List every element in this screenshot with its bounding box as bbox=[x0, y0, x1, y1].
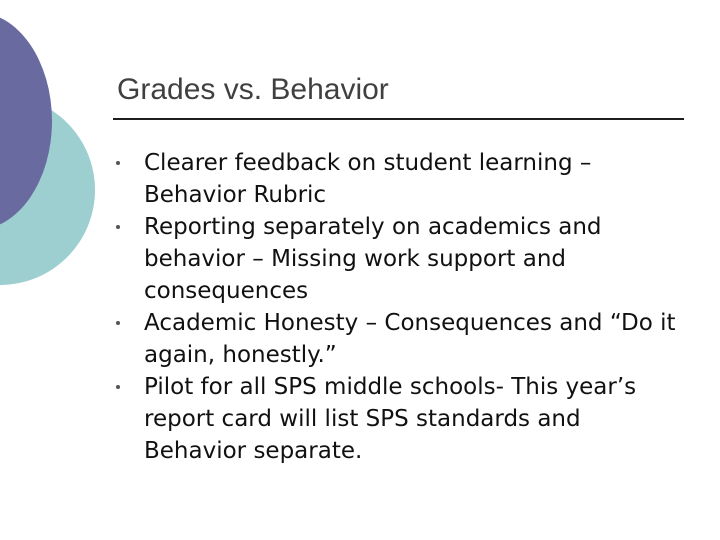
bullet-dot-icon bbox=[116, 321, 120, 325]
bullet-item bbox=[110, 371, 690, 467]
slide-title: Grades vs. Behavior bbox=[117, 73, 389, 106]
bullet-list bbox=[110, 147, 690, 467]
bullet-text: Academic Honesty – Consequences and “Do it again, honestly.” bbox=[144, 310, 676, 368]
bullet-dot-icon bbox=[116, 225, 120, 229]
bullet-item bbox=[110, 211, 690, 307]
title-divider bbox=[113, 118, 684, 120]
bullet-text: Reporting separately on academics and behavior – Missing work support and consequences bbox=[144, 214, 602, 304]
bullet-dot-icon bbox=[116, 385, 120, 389]
bullet-text: Clearer feedback on student learning – Behavior Rubric bbox=[144, 150, 592, 208]
decorative-circles bbox=[0, 0, 120, 300]
bullet-dot-icon bbox=[116, 161, 120, 165]
bullet-item bbox=[110, 307, 690, 371]
bullet-item bbox=[110, 147, 690, 211]
bullet-text: Pilot for all SPS middle schools- This year’s report card will list SPS standards and Behavior separate. bbox=[144, 374, 637, 464]
